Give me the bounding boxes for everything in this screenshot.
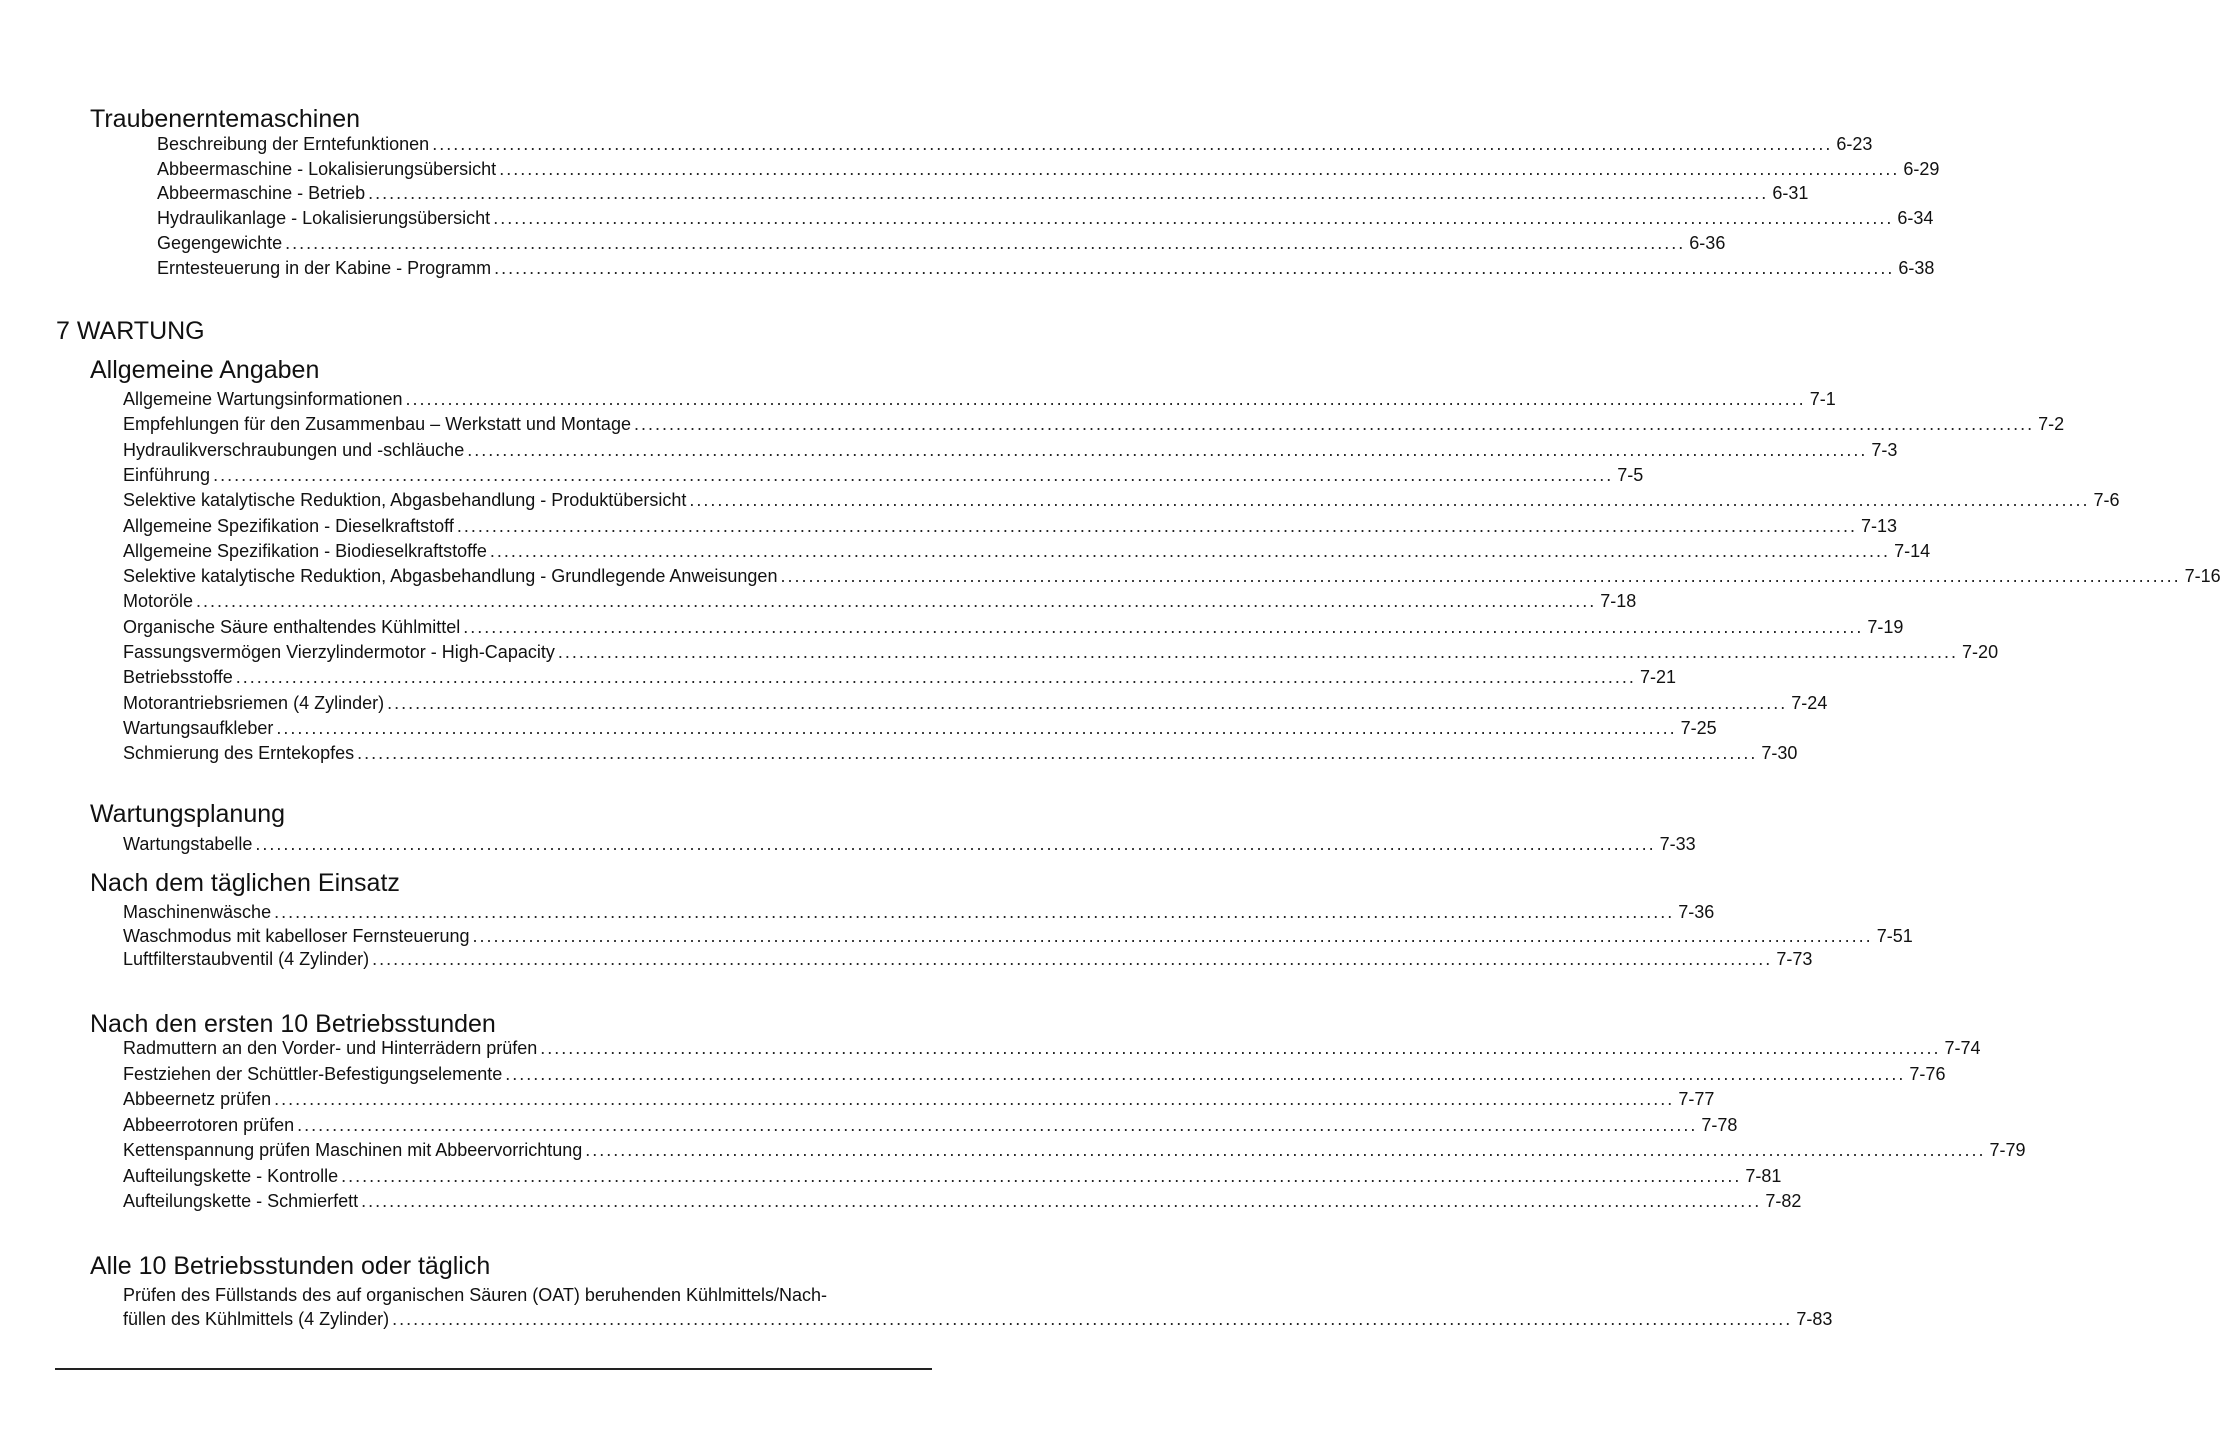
toc-entry-page: 7-74 <box>1944 1038 1981 1058</box>
toc-entry-page: 7-19 <box>1867 617 1904 637</box>
toc-leader-dots: ........................................................................................................................................................................................................ <box>463 617 1864 637</box>
toc-leader-dots: ........................................................................................................................................................................................................ <box>196 591 1597 611</box>
footer-divider <box>55 1368 932 1370</box>
toc-entry[interactable] <box>123 1037 1981 1059</box>
toc-leader-dots: ........................................................................................................................................................................................................ <box>274 902 1675 922</box>
toc-entry-title: Radmuttern an den Vorder- und Hinterrädern prüfen <box>123 1038 538 1058</box>
toc-entry[interactable] <box>123 1063 1946 1085</box>
toc-entry-page: 6-31 <box>1772 183 1809 203</box>
toc-entry-page: 7-82 <box>1765 1191 1802 1211</box>
toc-entry[interactable] <box>157 257 1935 279</box>
toc-entry-page: 6-38 <box>1898 258 1935 278</box>
toc-entry[interactable] <box>123 540 1931 562</box>
toc-entry-page: 7-5 <box>1617 465 1644 485</box>
toc-entry[interactable] <box>123 833 1696 855</box>
toc-entry-line[interactable]: Prüfen des Füllstands des auf organischen Säuren (OAT) beruhenden Kühlmittels/Nach- <box>123 1285 828 1305</box>
toc-entry-title: Selektive katalytische Reduktion, Abgasbehandlung - Grundlegende Anweisungen <box>123 566 778 586</box>
toc-entry-page: 7-14 <box>1894 541 1931 561</box>
toc-entry[interactable] <box>157 158 1940 180</box>
toc-entry[interactable] <box>123 464 1644 486</box>
toc-entry-page: 7-51 <box>1876 926 1913 946</box>
toc-leader-dots: ........................................................................................................................................................................................................ <box>372 949 1773 969</box>
toc-entry-title: Kettenspannung prüfen Maschinen mit Abbeervorrichtung <box>123 1140 583 1160</box>
toc-entry[interactable] <box>123 1308 1833 1330</box>
toc-entry[interactable] <box>123 1190 1802 1212</box>
toc-entry-page: 7-1 <box>1809 389 1836 409</box>
toc-entry-title: Fassungsvermögen Vierzylindermotor - High-Capacity <box>123 642 555 662</box>
toc-entry[interactable] <box>123 590 1637 612</box>
toc-leader-dots: ........................................................................................................................................................................................................ <box>276 718 1677 738</box>
toc-entry[interactable] <box>123 489 2120 511</box>
toc-entry-page: 6-34 <box>1897 208 1934 228</box>
toc-leader-dots: ........................................................................................................................................................................................................ <box>505 1064 1906 1084</box>
toc-entry[interactable] <box>123 1165 1782 1187</box>
toc-leader-dots: ........................................................................................................................................................................................................ <box>405 389 1806 409</box>
section-heading-wartungsplanung: Wartungsplanung <box>90 800 286 828</box>
toc-entry-title: Abbeermaschine - Betrieb <box>157 183 366 203</box>
toc-entry[interactable] <box>123 717 1717 739</box>
toc-leader-dots: ........................................................................................................................................................................................................ <box>341 1166 1742 1186</box>
toc-entry-title: Wartungsaufkleber <box>123 718 274 738</box>
toc-entry-title: Selektive katalytische Reduktion, Abgasbehandlung - Produktübersicht <box>123 490 687 510</box>
toc-entry[interactable] <box>123 439 1898 461</box>
toc-entry[interactable] <box>157 232 1726 254</box>
toc-entry-page: 7-18 <box>1600 591 1637 611</box>
toc-entry-page: 7-36 <box>1678 902 1715 922</box>
toc-entry-title: Hydraulikanlage - Lokalisierungsübersicht <box>157 208 491 228</box>
toc-leader-dots: ........................................................................................................................................................................................................ <box>557 642 1959 662</box>
toc-entry-page: 6-36 <box>1689 233 1726 253</box>
toc-leader-dots: ........................................................................................................................................................................................................ <box>493 208 1894 228</box>
toc-entry[interactable] <box>123 925 1913 947</box>
toc-entry-title: Abbeermaschine - Lokalisierungsübersicht <box>157 159 497 179</box>
toc-entry-page: 7-16 <box>2184 566 2221 586</box>
toc-leader-dots: ........................................................................................................................................................................................................ <box>213 465 1614 485</box>
toc-entry-page: 7-30 <box>1761 743 1798 763</box>
section-heading-alle-10-stunden: Alle 10 Betriebsstunden oder täglich <box>90 1252 491 1280</box>
toc-entry[interactable] <box>123 616 1904 638</box>
toc-entry[interactable] <box>123 413 2065 435</box>
toc-entry-title: Waschmodus mit kabelloser Fernsteuerung <box>123 926 470 946</box>
section-heading-ersten-10-stunden: Nach den ersten 10 Betriebsstunden <box>90 1010 496 1038</box>
toc-entry-page: 7-76 <box>1909 1064 1946 1084</box>
toc-entry-page: 7-2 <box>2038 414 2065 434</box>
toc-leader-dots: ........................................................................................................................................................................................................ <box>456 516 1858 536</box>
toc-leader-dots: ........................................................................................................................................................................................................ <box>689 490 2090 510</box>
section-heading-taeglicher-einsatz: Nach dem täglichen Einsatz <box>90 869 400 897</box>
toc-entry[interactable] <box>157 182 1809 204</box>
toc-entry-title: Festziehen der Schüttler-Befestigungselemente <box>123 1064 503 1084</box>
toc-entry-page: 7-6 <box>2093 490 2120 510</box>
toc-entry[interactable] <box>123 565 2221 587</box>
toc-entry-page: 6-23 <box>1836 134 1873 154</box>
toc-entry-title: Motoröle <box>123 591 194 611</box>
toc-entry-title: Maschinenwäsche <box>123 902 272 922</box>
chapter-title: 7 WARTUNG <box>56 317 205 345</box>
toc-leader-dots: ........................................................................................................................................................................................................ <box>585 1140 1986 1160</box>
toc-leader-dots: ........................................................................................................................................................................................................ <box>297 1115 1698 1135</box>
toc-leader-dots: ........................................................................................................................................................................................................ <box>274 1089 1675 1109</box>
toc-entry-title: Organische Säure enthaltendes Kühlmittel <box>123 617 461 637</box>
toc-entry-title: füllen des Kühlmittels (4 Zylinder) <box>123 1309 390 1329</box>
toc-entry-page: 6-29 <box>1903 159 1940 179</box>
toc-entry[interactable] <box>123 515 1898 537</box>
toc-entry[interactable] <box>123 641 1999 663</box>
toc-leader-dots: ........................................................................................................................................................................................................ <box>494 258 1895 278</box>
toc-leader-dots: ........................................................................................................................................................................................................ <box>392 1309 1793 1329</box>
toc-entry-page: 7-81 <box>1745 1166 1782 1186</box>
toc-entry-title: Abbeerrotoren prüfen <box>123 1115 295 1135</box>
toc-leader-dots: ........................................................................................................................................................................................................ <box>361 1191 1762 1211</box>
toc-entry-title: Aufteilungskette - Kontrolle <box>123 1166 339 1186</box>
toc-leader-dots: ........................................................................................................................................................................................................ <box>489 541 1891 561</box>
toc-leader-dots: ........................................................................................................................................................................................................ <box>357 743 1758 763</box>
toc-entry[interactable] <box>123 692 1828 714</box>
toc-entry[interactable] <box>123 1114 1738 1136</box>
toc-entry-title: Einführung <box>123 465 211 485</box>
toc-leader-dots: ........................................................................................................................................................................................................ <box>633 414 2035 434</box>
toc-entry-title: Betriebsstoffe <box>123 667 233 687</box>
toc-entry-page: 7-78 <box>1701 1115 1738 1135</box>
toc-entry-page: 7-25 <box>1680 718 1717 738</box>
toc-entry[interactable] <box>123 666 1676 688</box>
toc-entry[interactable] <box>123 742 1798 764</box>
toc-leader-dots: ........................................................................................................................................................................................................ <box>472 926 1873 946</box>
toc-entry-page: 7-83 <box>1796 1309 1833 1329</box>
toc-leader-dots: ........................................................................................................................................................................................................ <box>499 159 1900 179</box>
toc-entry-title: Aufteilungskette - Schmierfett <box>123 1191 359 1211</box>
toc-entry-title: Gegengewichte <box>157 233 283 253</box>
toc-entry-page: 7-77 <box>1678 1089 1715 1109</box>
toc-leader-dots: ........................................................................................................................................................................................................ <box>432 134 1833 154</box>
toc-entry-page: 7-21 <box>1639 667 1676 687</box>
toc-entry[interactable] <box>123 388 1836 410</box>
toc-entry[interactable] <box>123 901 1715 923</box>
toc-leader-dots: ........................................................................................................................................................................................................ <box>235 667 1636 687</box>
toc-entry-title: Empfehlungen für den Zusammenbau – Werkstatt und Montage <box>123 414 631 434</box>
toc-entry-title: Beschreibung der Erntefunktionen <box>157 134 430 154</box>
toc-entry-title: Wartungstabelle <box>123 834 253 854</box>
toc-leader-dots: ........................................................................................................................................................................................................ <box>387 693 1788 713</box>
toc-leader-dots: ........................................................................................................................................................................................................ <box>255 834 1656 854</box>
toc-entry[interactable] <box>157 133 1873 155</box>
toc-entry-page: 7-13 <box>1861 516 1898 536</box>
toc-entry-title: Luftfilterstaubventil (4 Zylinder) <box>123 949 370 969</box>
toc-entry-title: Allgemeine Wartungsinformationen <box>123 389 403 409</box>
toc-leader-dots: ........................................................................................................................................................................................................ <box>540 1038 1941 1058</box>
toc-entry-page: 7-3 <box>1871 440 1898 460</box>
toc-entry-title: Abbeernetz prüfen <box>123 1089 272 1109</box>
toc-entry-title: Allgemeine Spezifikation - Dieselkraftstoff <box>123 516 454 536</box>
toc-entry[interactable] <box>123 1139 2026 1161</box>
toc-entry-title: Erntesteuerung in der Kabine - Programm <box>157 258 492 278</box>
toc-entry-page: 7-24 <box>1791 693 1828 713</box>
toc-leader-dots: ........................................................................................................................................................................................................ <box>780 566 2181 586</box>
toc-entry-title: Schmierung des Erntekopfes <box>123 743 355 763</box>
toc-entry-title: Hydraulikverschraubungen und -schläuche <box>123 440 465 460</box>
toc-leader-dots: ........................................................................................................................................................................................................ <box>285 233 1686 253</box>
toc-leader-dots: ........................................................................................................................................................................................................ <box>467 440 1868 460</box>
toc-entry-page: 7-33 <box>1659 834 1696 854</box>
section-heading-allgemeine-angaben: Allgemeine Angaben <box>90 356 320 384</box>
toc-entry-title: Motorantriebsriemen (4 Zylinder) <box>123 693 385 713</box>
toc-entry-title: Allgemeine Spezifikation - Biodieselkraftstoffe <box>123 541 487 561</box>
toc-entry[interactable] <box>123 1088 1715 1110</box>
toc-entry-page: 7-73 <box>1776 949 1813 969</box>
toc-entry[interactable] <box>123 948 1813 970</box>
toc-entry-page: 7-79 <box>1989 1140 2026 1160</box>
section-heading-traubenerntemaschinen: Traubenerntemaschinen <box>90 105 361 133</box>
toc-entry[interactable] <box>157 207 1934 229</box>
toc-leader-dots: ........................................................................................................................................................................................................ <box>368 183 1769 203</box>
toc-entry-page: 7-20 <box>1962 642 1999 662</box>
